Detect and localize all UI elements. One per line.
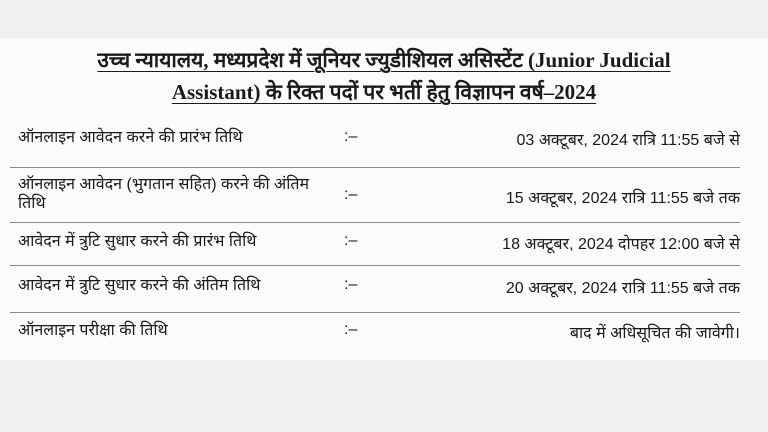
row-value: बाद में अधिसूचित की जावेगी।: [569, 325, 740, 342]
row-separator: :–: [344, 232, 358, 249]
row-separator: :–: [344, 186, 358, 203]
title-text-1: उच्च न्यायालय, मध्यप्रदेश में जूनियर ज्युडीशियल असिस्टेंट (Junior Judicial: [97, 48, 671, 72]
row-label: आवेदन में त्रुटि सुधार करने की प्रारंभ तिथि: [18, 233, 257, 250]
notice-title-line-1: [0, 46, 768, 74]
row-separator: :–: [344, 321, 358, 338]
divider: [10, 222, 740, 223]
row-separator: :–: [344, 128, 358, 145]
divider: [10, 265, 740, 266]
row-label: ऑनलाइन आवेदन (भुगतान सहित) करने की अंतिम तिथि: [18, 176, 310, 212]
row-value: 03 अक्टूबर, 2024 रात्रि 11:55 बजे से: [516, 132, 740, 149]
row-value: 18 अक्टूबर, 2024 दोपहर 12:00 बजे से: [502, 236, 740, 253]
row-label: आवेदन में त्रुटि सुधार करने की अंतिम तिथि: [18, 277, 261, 294]
notice-document: [0, 38, 768, 360]
row-separator: :–: [344, 276, 358, 293]
row-label: ऑनलाइन आवेदन करने की प्रारंभ तिथि: [18, 129, 243, 146]
row-value: 20 अक्टूबर, 2024 रात्रि 11:55 बजे तक: [505, 280, 740, 297]
divider: [10, 312, 740, 313]
notice-title-line-2: [0, 78, 768, 106]
row-label: ऑनलाइन परीक्षा की तिथि: [18, 322, 168, 339]
title-text-2: Assistant) के रिक्त पदों पर भर्ती हेतु विज्ञापन वर्ष–2024: [171, 80, 597, 104]
row-value: 15 अक्टूबर, 2024 रात्रि 11:55 बजे तक: [505, 190, 740, 207]
divider: [10, 167, 740, 168]
